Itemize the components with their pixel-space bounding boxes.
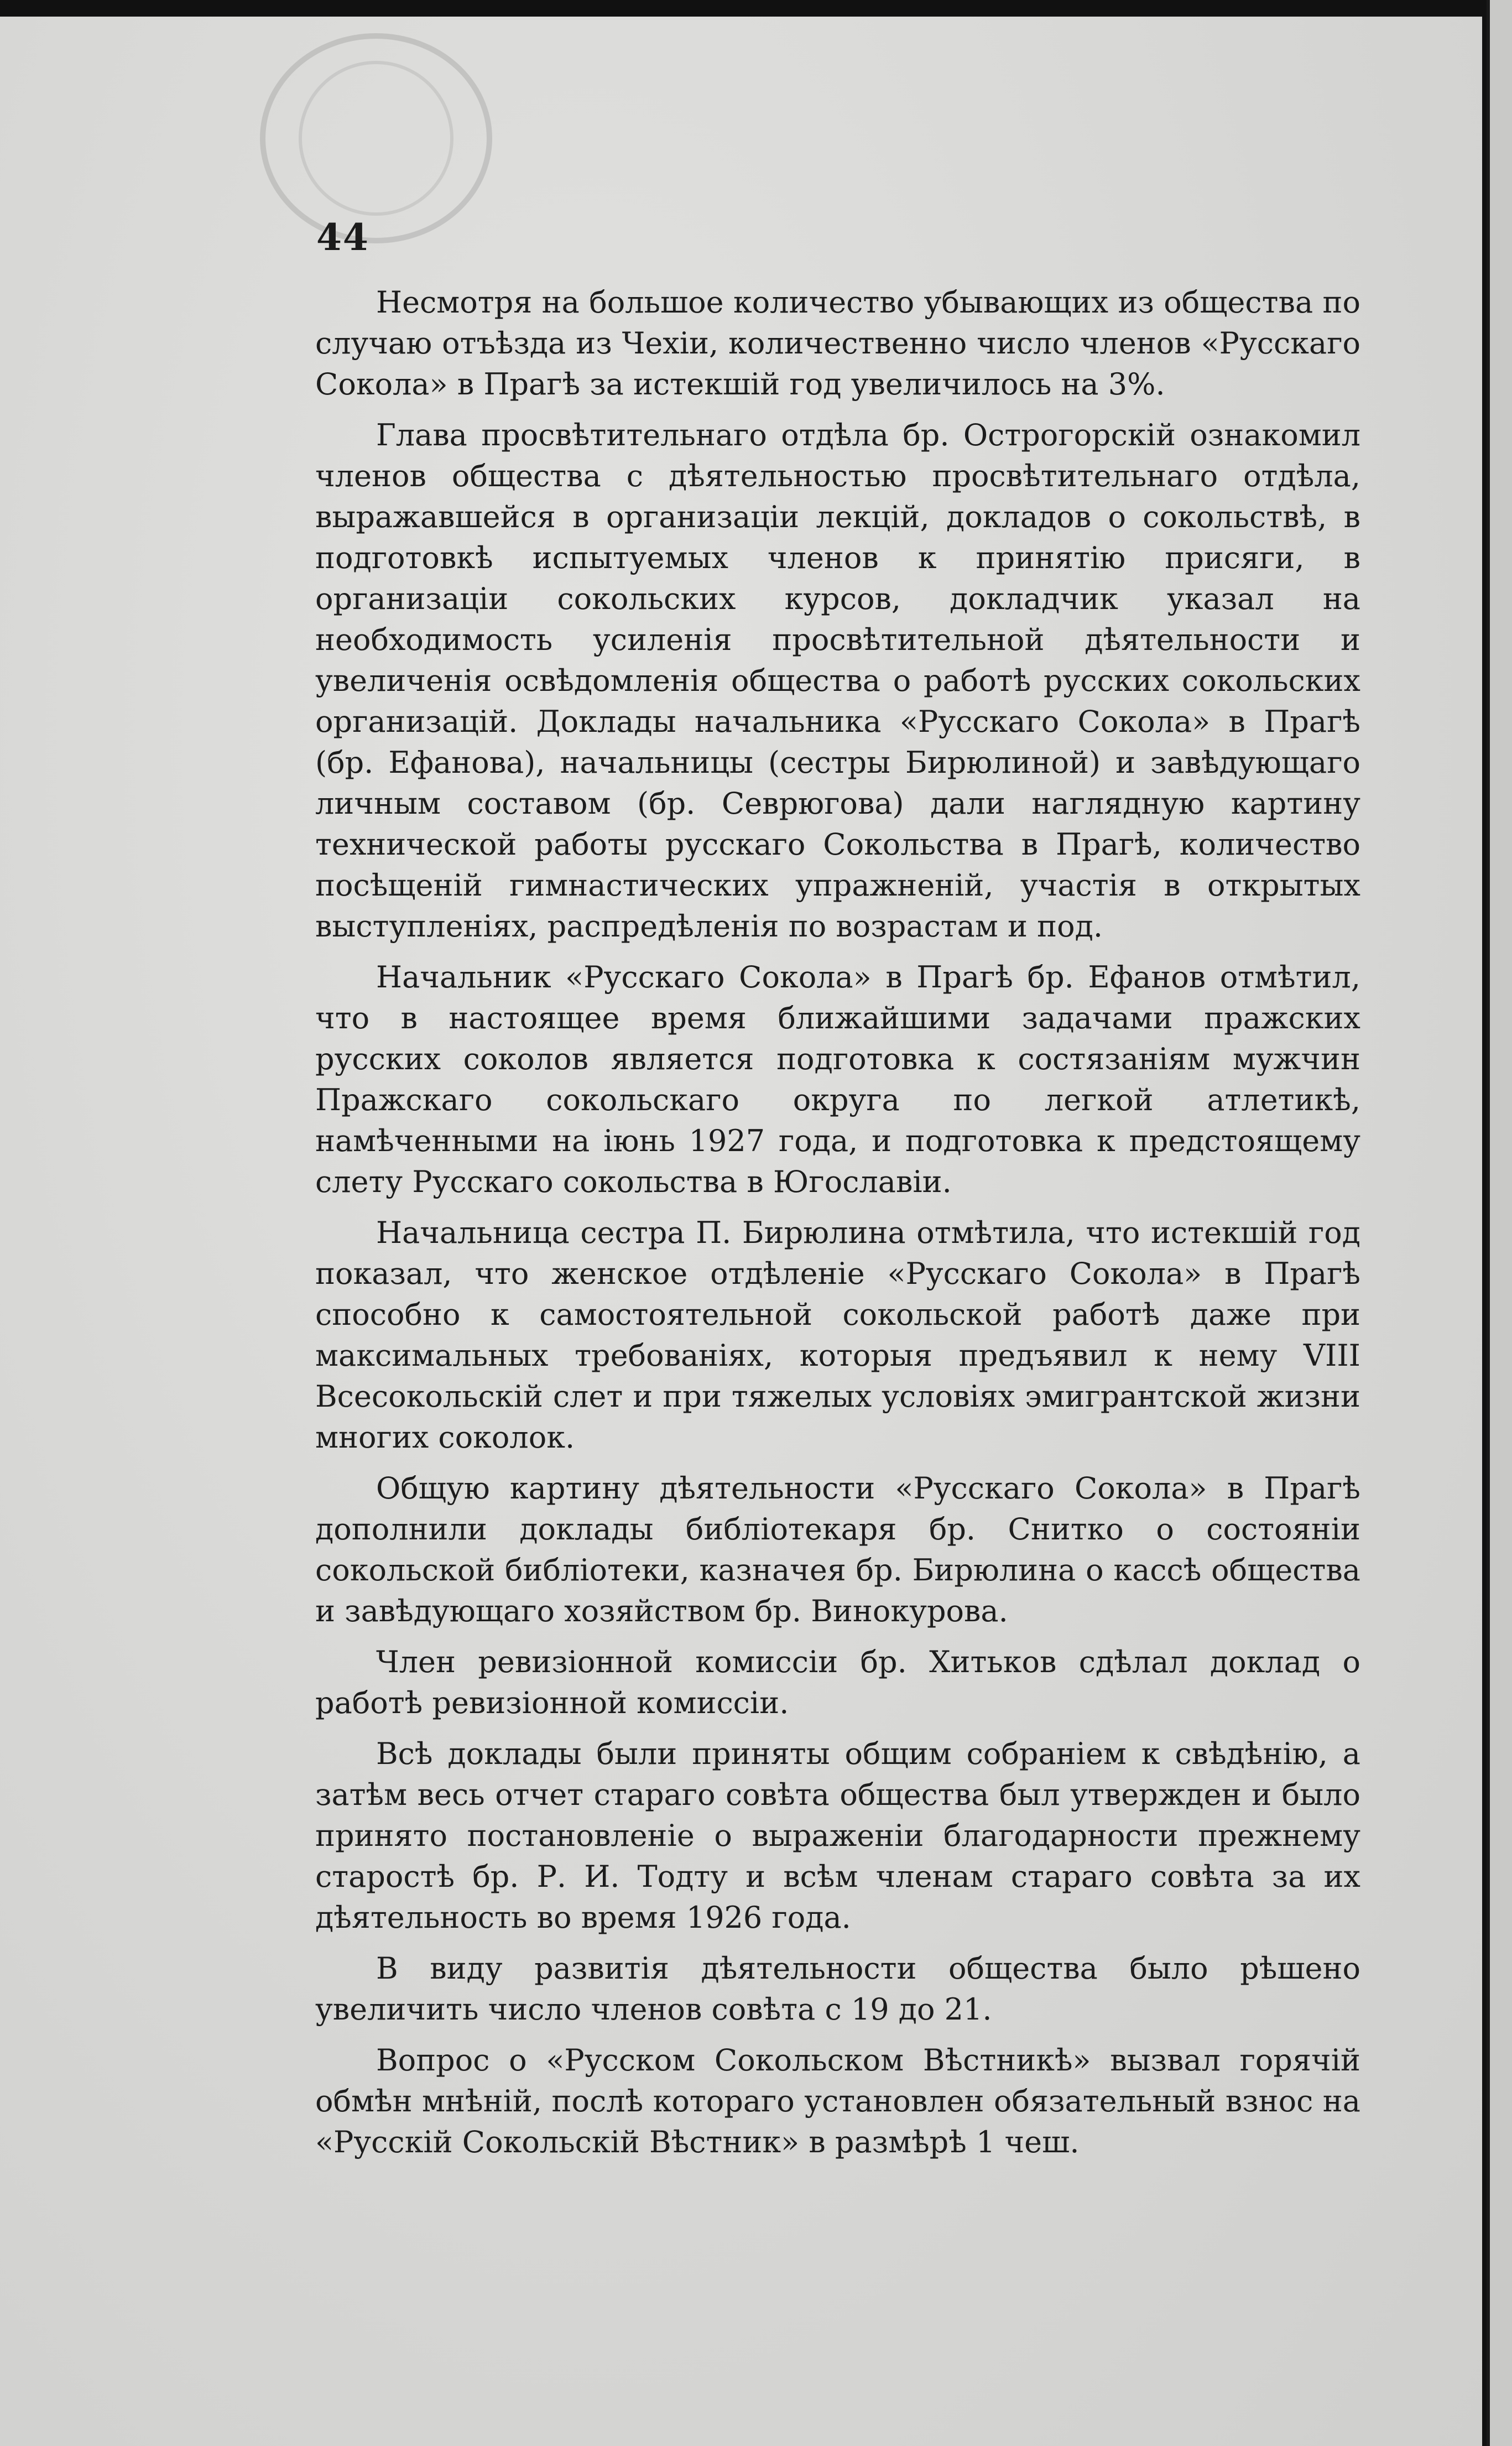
- paragraph: Начальник «Русскаго Сокола» в Прагѣ бр. Ефанов отмѣтил, что в настоящее время ближайшими задачами пражских русских соколов является подготовка к состязанiям мужчин Пражскаго сокольскаго округа по легкой атлетикѣ, намѣченными на iюнь 1927 года, и подготовка к предстоящему слету Русскаго сокольства в Югославiи.: [315, 960, 1360, 1199]
- paragraph: Несмотря на большое количество убывающих из общества по случаю отъѣзда из Чехiи, количественно число членов «Русскаго Сокола» в Прагѣ за истекшiй год увеличилось на 3%.: [315, 285, 1360, 402]
- library-stamp: [260, 33, 492, 243]
- page-number: 44: [316, 216, 369, 259]
- paragraph: Вопрос о «Русском Сокольском Вѣстникѣ» вызвал горячiй обмѣн мнѣнiй, послѣ котораго установлен обязательный взнос на «Русскiй Сокольскiй Вѣстник» в размѣрѣ 1 чеш.: [315, 2043, 1360, 2159]
- paragraph: В виду развитiя дѣятельности общества было рѣшено увеличить число членов совѣта с 19 до 21.: [315, 1951, 1360, 2027]
- adjacent-page-edge: [1487, 0, 1512, 2446]
- paragraph: Всѣ доклады были приняты общим собранiем к свѣдѣнiю, а затѣм весь отчет стараго совѣта общества был утвержден и было принято постановленiе о выраженiи благодарности прежнему старостѣ бр. Р. И. Тодту и всѣм членам стараго совѣта за их дѣятельность во время 1926 года.: [315, 1736, 1360, 1935]
- paragraph: Начальница сестра П. Бирюлина отмѣтила, что истекшiй год показал, что женское отдѣленiе «Русскаго Сокола» в Прагѣ способно к самостоятельной сокольской работѣ даже при максимальных требованiях, которыя предъявил к нему VIII Всесокольскiй слет и при тяжелых условiях эмигрантской жизни многих соколок.: [315, 1215, 1360, 1455]
- paragraph: Глава просвѣтительнаго отдѣла бр. Острогорскiй ознакомил членов общества с дѣятельностью просвѣтительнаго отдѣла, выражавшейся в организацiи лекцiй, докладов о сокольствѣ, в подготовкѣ испытуемых членов к принятiю присяги, в организацiи сокольских курсов, докладчик указал на необходимость усиленiя просвѣтительной дѣятельности и увеличенiя освѣдомленiя общества о работѣ русских сокольских организацiй. Доклады начальника «Русскаго Сокола» в Прагѣ (бр. Ефанова), начальницы (сестры Бирюлиной) и завѣдующаго личным составом (бр. Севрюгова) дали наглядную картину технической работы русскаго Сокольства в Прагѣ, количество посѣщенiй гимнастических упражненiй, участiя в открытых выступленiях, распредѣленiя по возрастам и под.: [315, 418, 1360, 944]
- paragraph: Член ревизiонной комиссiи бр. Хитьков сдѣлал доклад о работѣ ревизiонной комиссiи.: [315, 1644, 1360, 1720]
- library-stamp-inner-ring: [299, 61, 453, 216]
- body-text: [315, 282, 1360, 2173]
- paper-sheet: [0, 17, 1482, 2446]
- paragraph: Общую картину дѣятельности «Русскаго Сокола» в Прагѣ дополнили доклады библiотекаря бр. Снитко о состоянiи сокольской библiотеки, казначея бр. Бирюлина о кассѣ общества и завѣдующаго хозяйством бр. Винокурова.: [315, 1471, 1360, 1628]
